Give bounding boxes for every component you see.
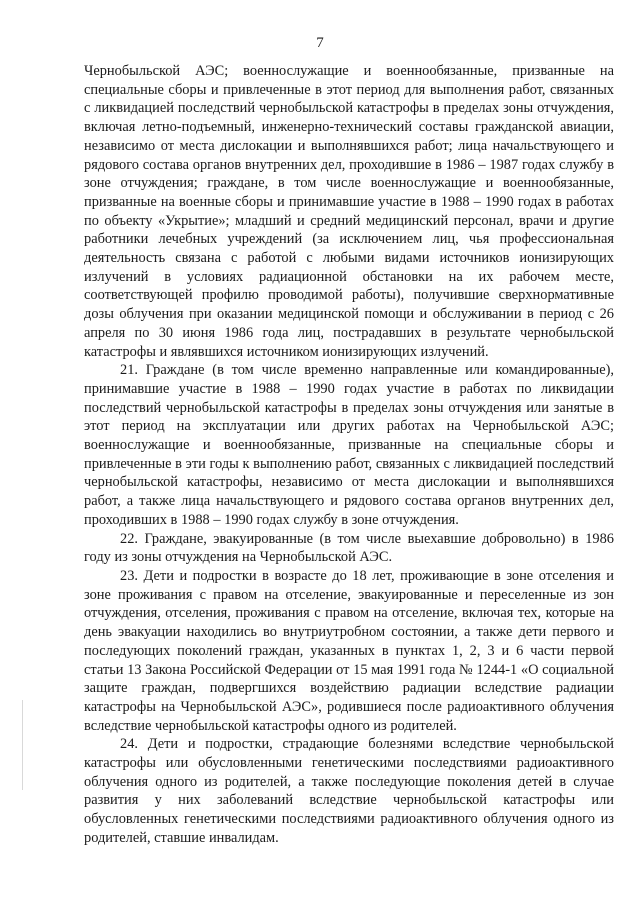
paragraph-item-23: 23. Дети и подростки в возрасте до 18 лет, проживающие в зоне отселения и зоне проживания с правом на отселение, эвакуированные и переселенные из зон отчуждения, отселения, проживания с правом на отселение, включая тех, которые на день эвакуации находились во внутриутробном состоянии, а также дети первого и последующих поколений граждан, указанных в пунктах 1, 2, 3 и 6 части первой статьи 13 Закона Российской Федерации от 15 мая 1991 года № 1244-1 «О социальной защите граждан, подвергшихся воздействию радиации вследствие радиации катастрофы на Чернобыльской АЭС», родившиеся после радиоактивного облучения вследствие чернобыльской катастрофы одного из родителей. — [84, 567, 614, 734]
document-body — [84, 62, 614, 848]
paragraph-item-22: 22. Граждане, эвакуированные (в том числе выехавшие добровольно) в 1986 году из зоны отчуждения на Чернобыльской АЭС. — [84, 530, 614, 566]
scan-artifact-line — [22, 700, 23, 790]
paragraph-continuation: Чернобыльской АЭС; военнослужащие и военнообязанные, призванные на специальные сборы и привлеченные в этот период для выполнения работ, связанных с ликвидацией последствий чернобыльской катастрофы в пределах зоны отчуждения, включая летно-подъемный, инженерно-технический составы гражданской авиации, независимо от места дислокации и выполнявшихся работ; лица начальствующего и рядового состава органов внутренних дел, проходившие в 1986 – 1987 годах службу в зоне отчуждения; граждане, в том числе военнослужащие и военнообязанные, призванные на военные сборы и принимавшие участие в 1988 – 1990 годах в работах по объекту «Укрытие»; младший и средний медицинский персонал, врачи и другие работники лечебных учреждений (за исключением лиц, чья профессиональная деятельность связана с работой с любыми видами источников ионизирующих излучений в условиях радиационной обстановки на их рабочем месте, соответствующей профилю проводимой работы), получившие сверхнормативные дозы облучения при оказании медицинской помощи и обслуживании в период с 26 апреля по 30 июня 1986 года лиц, пострадавших в результате чернобыльской катастрофы и являвшихся источником ионизирующих излучений. — [84, 63, 614, 360]
paragraph-item-24: 24. Дети и подростки, страдающие болезнями вследствие чернобыльской катастрофы или обусловленными генетическими последствиями радиоактивного облучения одного из родителей, а также последующие поколения детей в случае развития у них заболеваний вследствие чернобыльской катастрофы или обусловленных генетическими последствиями радиоактивного облучения одного из родителей, ставшие инвалидам. — [84, 736, 614, 846]
page-number: 7 — [316, 35, 324, 51]
paragraph-item-21: 21. Граждане (в том числе временно направленные или командированные), принимавшие участие в 1988 – 1990 годах участие в работах по ликвидации последствий чернобыльской катастрофы в пределах зоны отчуждения или занятые в этот период на эксплуатации или других работах на Чернобыльской АЭС; военнослужащие и военнообязанные, призванные на специальные сборы и привлеченные в эти годы к выполнению работ, связанных с ликвидацией последствий чернобыльской катастрофы, независимо от места дислокации и выполнявшихся работ, а также лица начальствующего и рядового состава органов внутренних дел, проходивших в 1988 – 1990 годах службу в зоне отчуждения. — [84, 362, 614, 528]
